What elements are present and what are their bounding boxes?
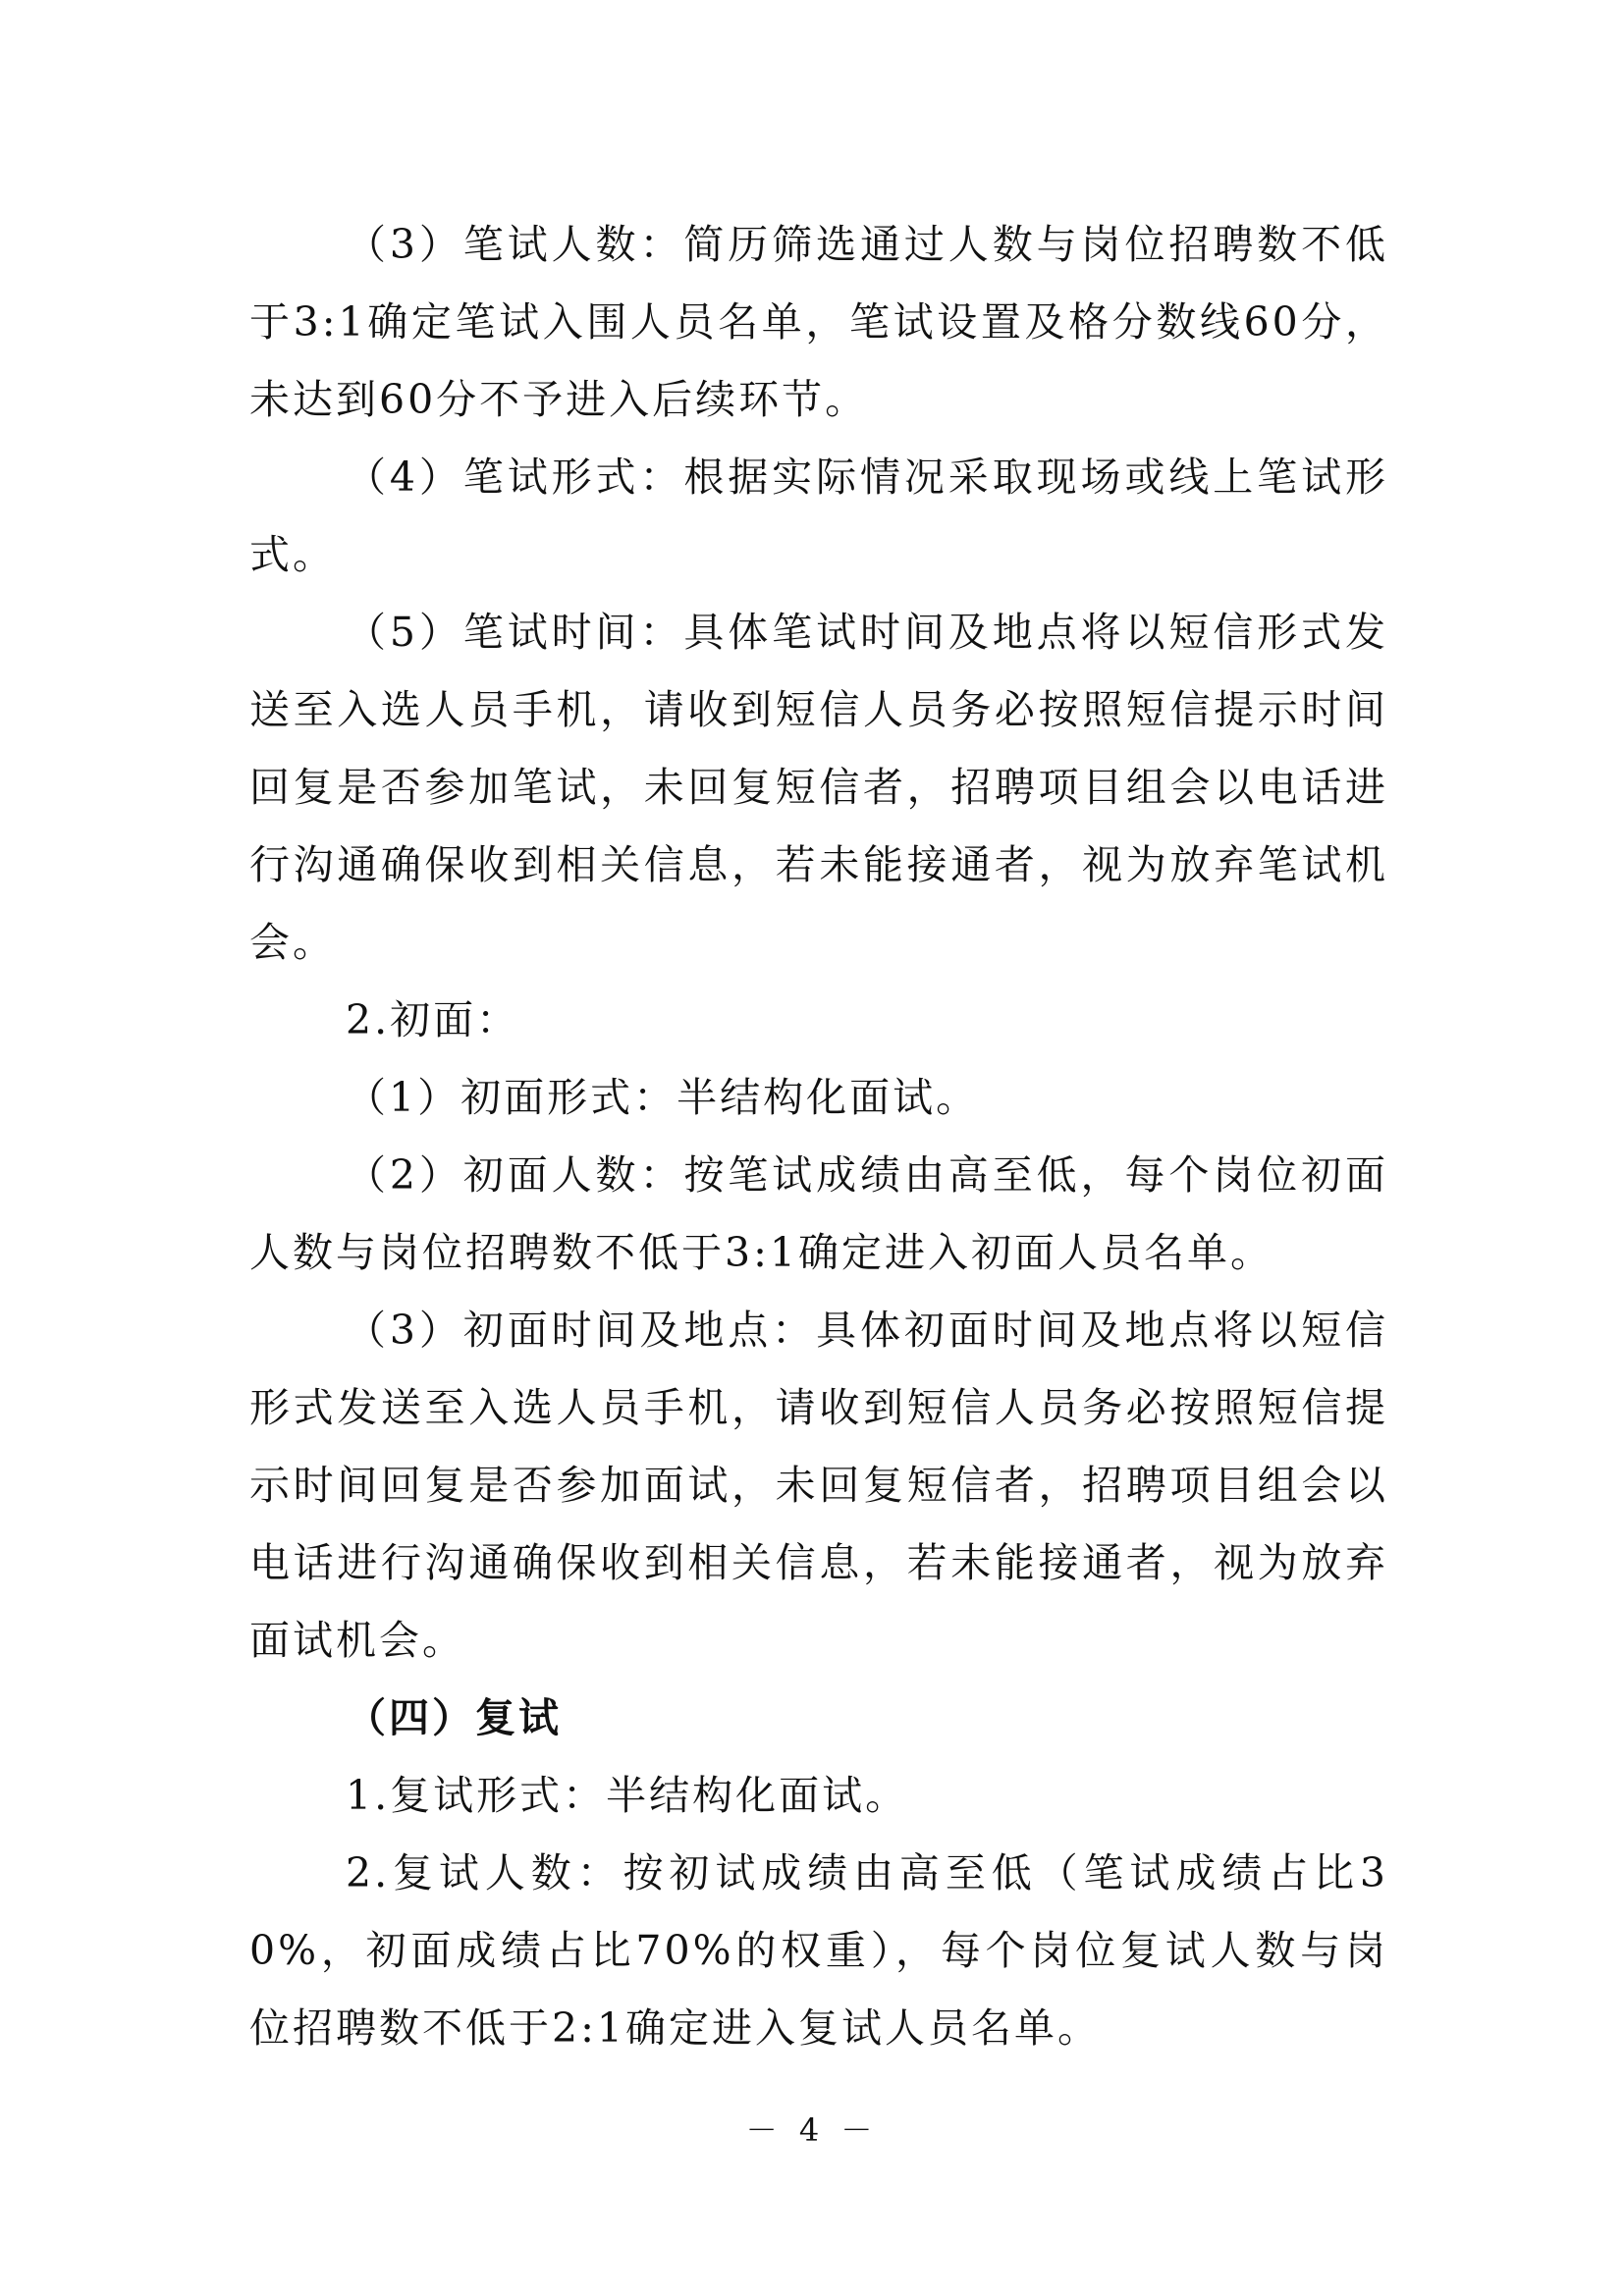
section-heading-retest: （四）复试 [346,1694,562,1741]
paragraph-retest-count: 2.复试人数：按初试成绩由高至低（笔试成绩占比30%，初面成绩占比70%的权重），每个岗位复试人数与岗位招聘数不低于2:1确定进入复试人员名单。 [249,1849,1388,2052]
paragraph-retest-format: 1.复试形式：半结构化面试。 [346,1772,909,1819]
paragraph-written-test-format: （4）笔试形式：根据实际情况采取现场或线上笔试形式。 [249,454,1388,578]
body-text [249,206,1388,2067]
paragraph-written-test-time: （5）笔试时间：具体笔试时间及地点将以短信形式发送至入选人员手机，请收到短信人员务必按照短信提示时间回复是否参加笔试，未回复短信者，招聘项目组会以电话进行沟通确保收到相关信息，若未能接通者，视为放弃笔试机会。 [249,609,1388,966]
paragraph-first-interview-heading: 2.初面： [346,996,520,1043]
paragraph-first-interview-count: （2）初面人数：按笔试成绩由高至低，每个岗位初面人数与岗位招聘数不低于3:1确定进入初面人员名单。 [249,1151,1388,1276]
paragraph-first-interview-time: （3）初面时间及地点：具体初面时间及地点将以短信形式发送至入选人员手机，请收到短信人员务必按照短信提示时间回复是否参加面试，未回复短信者，招聘项目组会以电话进行沟通确保收到相关信息，若未能接通者，视为放弃面试机会。 [249,1307,1388,1664]
paragraph-written-test-count: （3）笔试人数：简历筛选通过人数与岗位招聘数不低于3:1确定笔试入围人员名单，笔试设置及格分数线60分，未达到60分不予进入后续环节。 [249,221,1388,423]
page-number: － 4 － [745,2111,879,2149]
paragraph-first-interview-format: （1）初面形式：半结构化面试。 [346,1074,980,1121]
